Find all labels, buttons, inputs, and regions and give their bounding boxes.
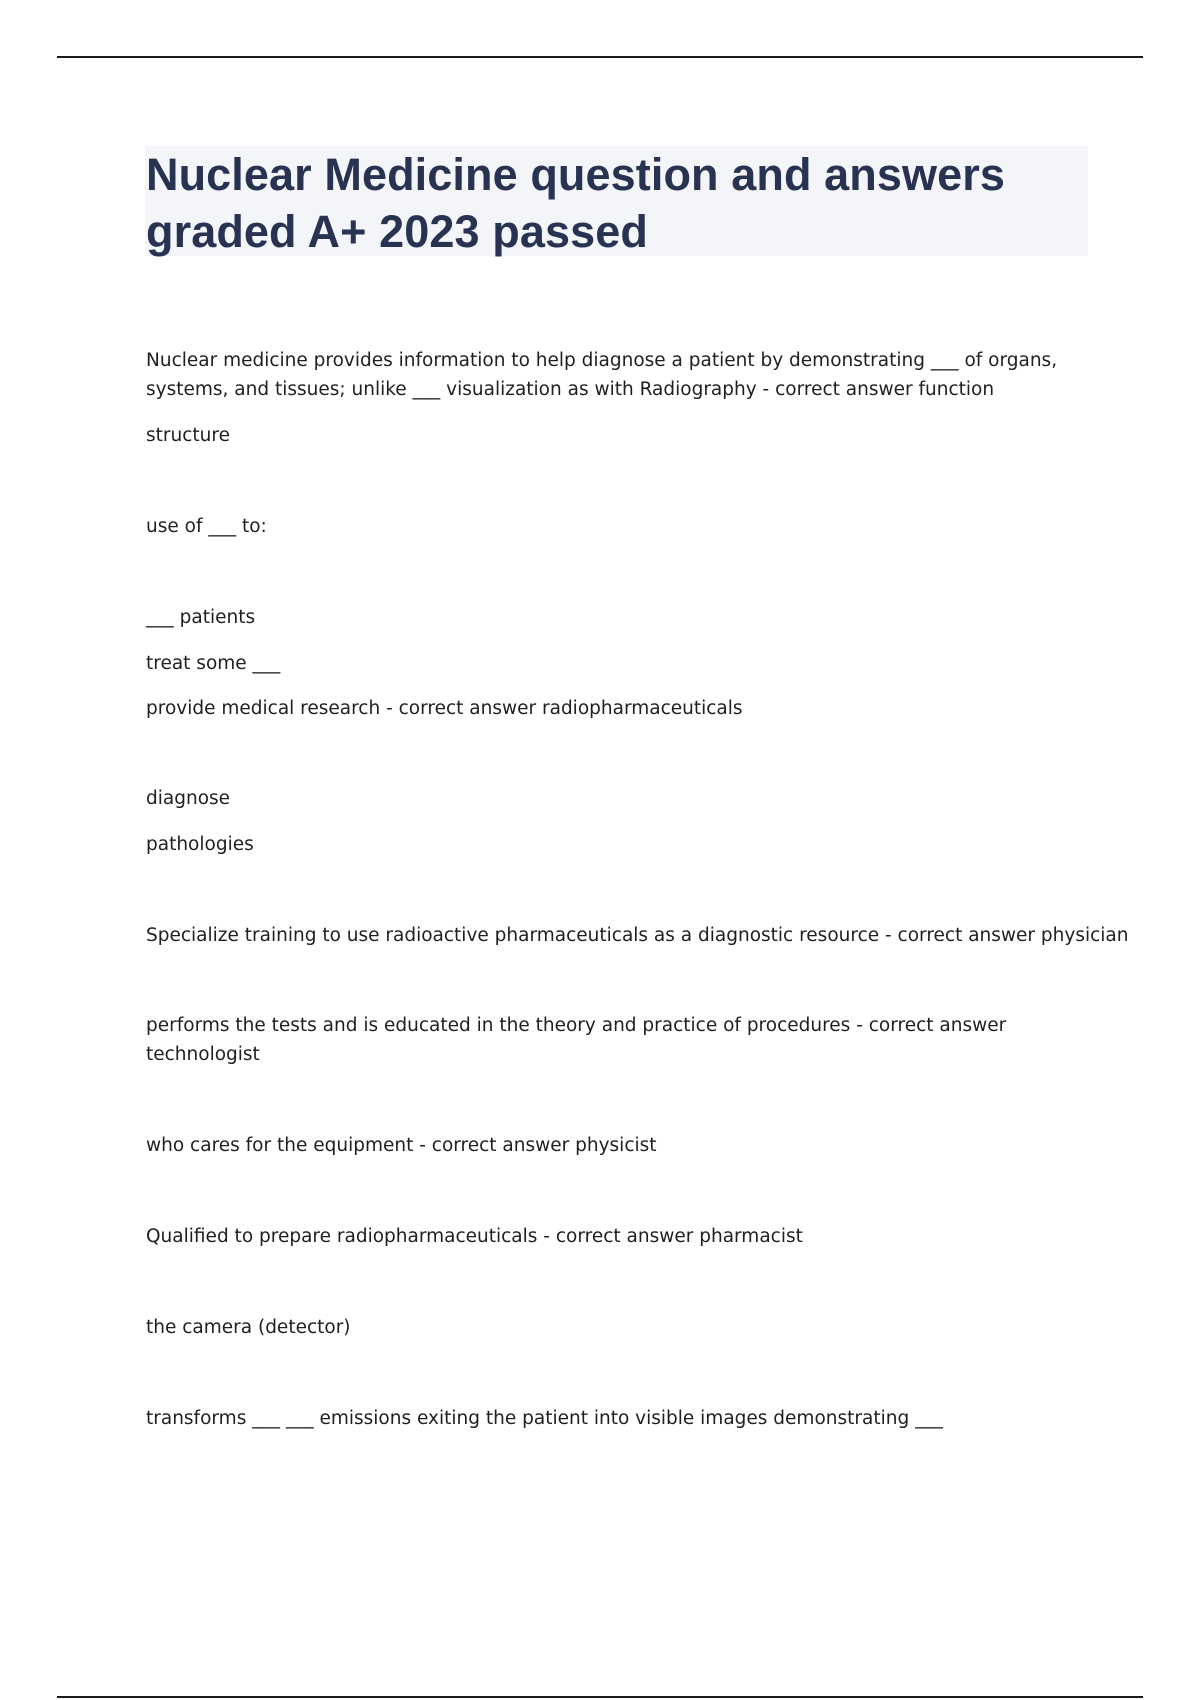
- qa-line-physician: Specialize training to use radioactive pharmaceuticals as a diagnostic resource - correct answer physician: [146, 925, 1129, 946]
- qa-line-technologist: performs the tests and is educated in the theory and practice of procedures - correct answer technologist: [146, 1015, 1007, 1065]
- document-title: Nuclear Medicine question and answers graded A+ 2023 passed: [146, 149, 1005, 257]
- qa-line-camera: the camera (detector): [146, 1317, 351, 1338]
- qa-line-pathologies: pathologies: [146, 834, 254, 855]
- qa-line-function: Nuclear medicine provides information to help diagnose a patient by demonstrating ___ of organs, systems, and tissues; unlike ___ visualization as with Radiography - correct answer function: [146, 350, 1058, 400]
- qa-line-research: provide medical research - correct answer radiopharmaceuticals: [146, 698, 743, 719]
- qa-line-structure: structure: [146, 425, 230, 446]
- qa-line-patients: ___ patients: [146, 607, 256, 628]
- header-rule: [57, 56, 1143, 58]
- qa-line-physicist: who cares for the equipment - correct answer physicist: [146, 1135, 657, 1156]
- qa-line-diagnose: diagnose: [146, 788, 231, 809]
- qa-line-use-of: use of ___ to:: [146, 516, 267, 537]
- qa-line-transforms: transforms ___ ___ emissions exiting the patient into visible images demonstrating ___: [146, 1408, 943, 1429]
- qa-line-treat: treat some ___: [146, 653, 281, 674]
- footer-rule: [57, 1696, 1143, 1698]
- qa-line-pharmacist: Qualified to prepare radiopharmaceuticals - correct answer pharmacist: [146, 1226, 803, 1247]
